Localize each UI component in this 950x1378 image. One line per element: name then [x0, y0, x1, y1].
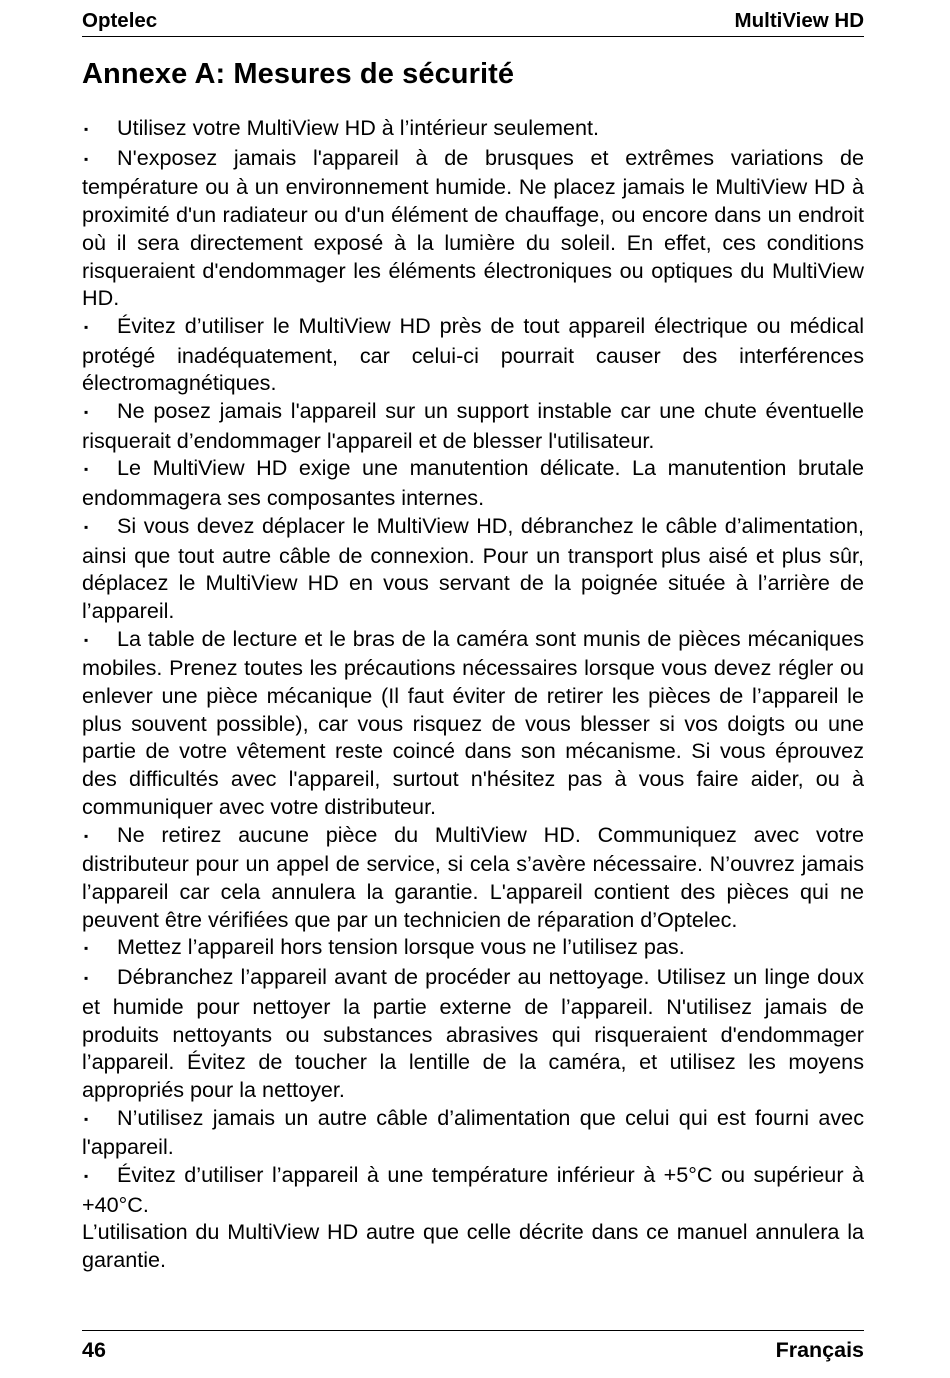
safety-item [82, 933, 864, 963]
running-footer [82, 1330, 864, 1363]
safety-item [82, 512, 864, 625]
header-product: MultiView HD [734, 9, 864, 32]
safety-item-text: Si vous devez déplacer le MultiView HD, débranchez le câble d’alimentation, ainsi que tout autre câble de connexion. Pour un transport plus aisé et plus sûr, déplacez le MultiView HD en vous servant de la poignée située à l’arrière de l’appareil. [82, 512, 864, 623]
safety-item [82, 454, 864, 511]
safety-item-text: Ne retirez aucune pièce du MultiView HD. Communiquez avec votre distributeur pour un appel de service, si cela s’avère nécessaire. N’ouvrez jamais l’appareil car cela annulera la garantie. L'appareil contient des pièces qui ne peuvent être vérifiées que par un technicien de réparation d’Optelec. [82, 821, 864, 932]
safety-item [82, 821, 864, 934]
safety-item-text: Mettez l’appareil hors tension lorsque vous ne l’utilisez pas. [117, 934, 685, 960]
safety-item-text: N’utilisez jamais un autre câble d’alimentation que celui qui est fourni avec l'appareil. [82, 1104, 864, 1160]
safety-item [82, 625, 864, 821]
safety-item [82, 114, 864, 144]
safety-item [82, 312, 864, 397]
document-page [82, 0, 864, 1378]
safety-content [82, 114, 864, 1274]
bullet-icon: ▪ [84, 405, 89, 420]
safety-item-text: Le MultiView HD exige une manutention délicate. La manutention brutale endommagera ses composantes internes. [82, 455, 864, 511]
safety-item [82, 144, 864, 312]
bullet-icon: ▪ [84, 122, 89, 136]
header-brand: Optelec [82, 9, 158, 32]
safety-item [82, 397, 864, 454]
bullet-icon: ▪ [84, 971, 89, 986]
safety-item [82, 1104, 864, 1161]
safety-item-text: Utilisez votre MultiView HD à l’intérieur seulement. [117, 115, 600, 140]
safety-list [82, 114, 864, 1218]
safety-item [82, 963, 864, 1104]
bullet-icon: ▪ [84, 1111, 89, 1126]
safety-item-text: N'exposez jamais l'appareil à de brusques et extrêmes variations de température ou à un environnement humide. Ne placez jamais le MultiView HD à proximité d'un radiateur ou d'un élément de chauffage, ou encore dans un endroit où il sera directement exposé à la lumière du soleil. En effet, ces conditions risqueraient d'endommager les éléments électroniques ou optiques du MultiView HD. [82, 144, 864, 311]
safety-item-text: Ne posez jamais l'appareil sur un support instable car une chute éventuelle risquerait d’endommager l'appareil et de blesser l'utilisateur. [82, 398, 864, 453]
safety-item [82, 1161, 864, 1218]
bullet-icon: ▪ [84, 941, 89, 956]
safety-item-text: La table de lecture et le bras de la caméra sont munis de pièces mécaniques mobiles. Prenez toutes les précautions nécessaires lorsque vous devez régler ou enlever une pièce mécanique (Il faut éviter de retirer les pièces de l’appareil le plus souvent possible), car vous risquez de vous blesser si vos doigts ou une partie de votre vêtement reste coincé dans son mécanisme. Si vous éprouvez des difficultés avec l'appareil, surtout n'hésitez pas à vous faire aider, ou à communiquer avec votre distributeur. [82, 625, 864, 819]
running-header [82, 8, 864, 37]
bullet-icon: ▪ [84, 632, 89, 647]
page-number: 46 [82, 1338, 106, 1362]
bullet-icon: ▪ [84, 319, 89, 334]
closing-note: L’utilisation du MultiView HD autre que celle décrite dans ce manuel annulera la garantie. [82, 1219, 864, 1273]
bullet-icon: ▪ [84, 1169, 89, 1184]
safety-item-text: Débranchez l’appareil avant de procéder au nettoyage. Utilisez un linge doux et humide pour nettoyer la partie externe de l’appareil. N'utilisez jamais de produits nettoyants ou substances abrasives qui risqueraient d'endommager l’appareil. Évitez de toucher la lentille de la caméra, et utilisez les moyens appropriés pour la nettoyer. [82, 964, 864, 1102]
safety-item-text: Évitez d’utiliser l’appareil à une température inférieur à +5°C ou supérieur à +40°C. [82, 1162, 864, 1217]
bullet-icon: ▪ [84, 462, 89, 477]
bullet-icon: ▪ [84, 151, 89, 166]
bullet-icon: ▪ [84, 519, 89, 534]
safety-item-text: Évitez d’utiliser le MultiView HD près de tout appareil électrique ou médical protégé inadéquatement, car celui-ci pourrait causer des interférences électromagnétiques. [82, 312, 864, 396]
bullet-icon: ▪ [84, 828, 89, 843]
page-title: Annexe A: Mesures de sécurité [82, 58, 515, 90]
footer-language: Français [775, 1338, 864, 1362]
